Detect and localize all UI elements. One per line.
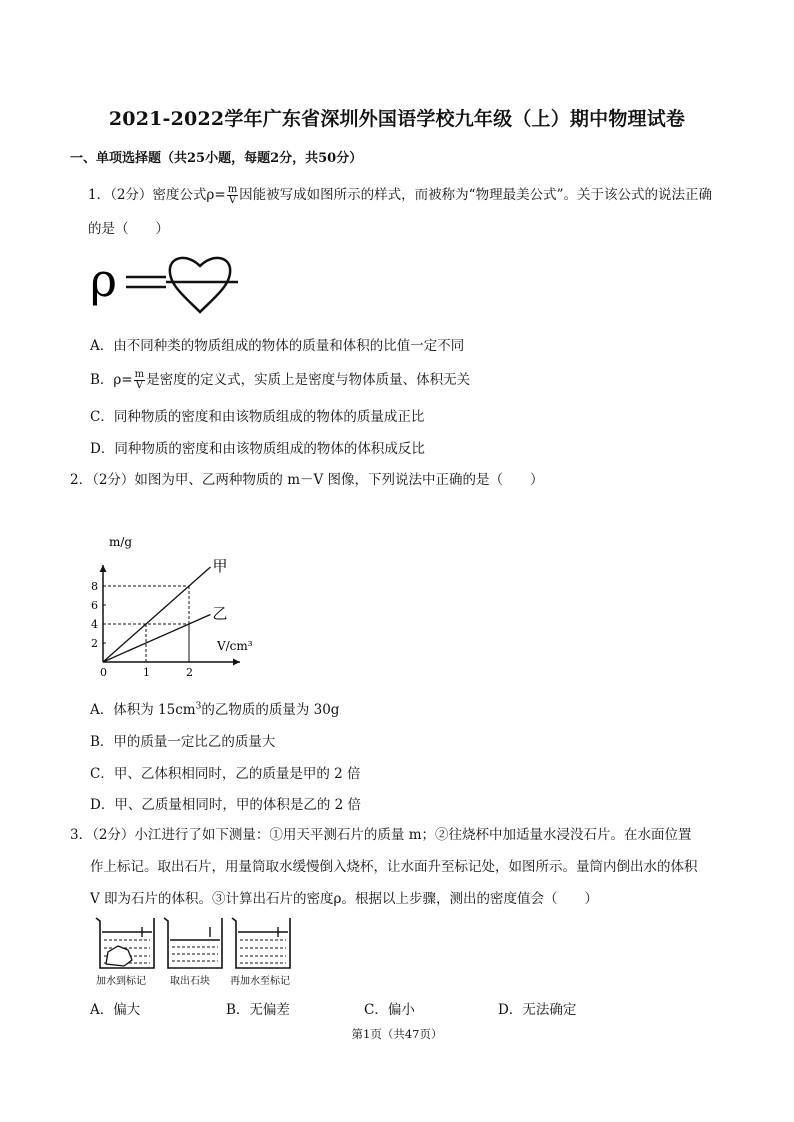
x-axis-label: V/cm³ bbox=[216, 639, 253, 653]
y-tick-label-2: 6 bbox=[91, 599, 98, 612]
density-fraction-b bbox=[134, 370, 145, 391]
q1-option-b-text: 是密度的定义式，实质上是密度与物体质量、体积无关 bbox=[146, 372, 471, 388]
q2-option-a[interactable] bbox=[90, 698, 339, 718]
q1-option-a[interactable]: A．由不同种类的物质组成的物体的质量和体积的比值一定不同 bbox=[90, 338, 465, 354]
beaker-caption-1: 加水到标记 bbox=[96, 976, 146, 987]
q1-stem-continued: 的是（ ） bbox=[88, 221, 169, 237]
page-title: 2021-2022学年广东省深圳外国语学校九年级（上）期中物理试卷 bbox=[108, 108, 686, 130]
x-tick-label-0: 0 bbox=[100, 666, 107, 679]
q1-stem bbox=[88, 183, 712, 206]
x-tick-label-2: 2 bbox=[186, 666, 193, 679]
beaker-3-water-dashes bbox=[240, 940, 286, 963]
figure-rho-symbol: ρ bbox=[90, 253, 118, 307]
beaker-1 bbox=[96, 918, 154, 968]
q3-line-2: 作上标记。取出石片，用量筒取水缓慢倒入烧杯，让水面升至标记处，如图所示。量筒内倒出水的体积 bbox=[90, 859, 698, 875]
heart-icon bbox=[170, 258, 230, 312]
y-tick-label-0: 2 bbox=[91, 637, 98, 650]
q3-option-b[interactable]: B．无偏差 bbox=[226, 1002, 290, 1018]
q3-line-3: V 即为石片的体积。③计算出石片的密度ρ。根据以上步骤，测出的密度值会（ ） bbox=[90, 891, 598, 907]
mv-chart bbox=[85, 530, 275, 680]
fraction-denominator-b: V bbox=[135, 380, 144, 391]
beaker-3-outline bbox=[232, 918, 290, 968]
beaker-3 bbox=[232, 918, 290, 968]
q1-option-d[interactable]: D．同种物质的密度和由该物质组成的物体的体积成反比 bbox=[90, 441, 425, 457]
q1-option-c[interactable]: C．同种物质的密度和由该物质组成的物体的质量成正比 bbox=[90, 409, 425, 425]
fraction-denominator: V bbox=[228, 195, 237, 206]
x-tick-label-1: 1 bbox=[143, 666, 150, 679]
density-fraction bbox=[227, 185, 238, 206]
q2-option-a-prefix: A．体积为 15cm bbox=[90, 702, 196, 718]
beakers-figure bbox=[92, 912, 302, 990]
y-axis-arrow bbox=[100, 565, 107, 572]
q2-stem: 2．（2分）如图为甲、乙两种物质的 m－V 图像，下列说法中正确的是（ ） bbox=[70, 472, 544, 488]
q1-stem-part-b: 因能被写成如图所示的样式，而被称为“物理最美公式”。关于该公式的说法正确 bbox=[239, 187, 712, 203]
q1-stem-part-a: 1．（2分）密度公式ρ= bbox=[88, 187, 226, 203]
y-axis-label: m/g bbox=[109, 535, 133, 549]
q3-option-c[interactable]: C．偏小 bbox=[364, 1002, 415, 1018]
q2-option-a-text: 的乙物质的质量为 30g bbox=[201, 702, 340, 718]
beaker-2-water-dashes bbox=[172, 947, 218, 961]
fraction-numerator-b: m bbox=[134, 369, 145, 380]
series-line-1 bbox=[103, 615, 211, 663]
q2-option-b[interactable]: B．甲的质量一定比乙的质量大 bbox=[90, 734, 276, 750]
q2-option-d[interactable]: D．甲、乙质量相同时，甲的体积是乙的 2 倍 bbox=[90, 797, 361, 813]
section-heading: 一、单项选择题（共25小题，每题2分，共50分） bbox=[70, 151, 363, 166]
q2-option-a-superscript: 3 bbox=[195, 701, 202, 712]
q3-option-a[interactable]: A．偏大 bbox=[90, 1002, 141, 1018]
q1-option-b[interactable] bbox=[90, 368, 470, 391]
beaker-caption-3: 再加水至标记 bbox=[230, 976, 290, 987]
stone-shape bbox=[106, 946, 132, 966]
q2-option-c[interactable]: C．甲、乙体积相同时，乙的质量是甲的 2 倍 bbox=[90, 766, 361, 782]
page-footer: 第1页（共47页） bbox=[351, 1027, 443, 1041]
y-tick-label-3: 8 bbox=[91, 580, 98, 593]
beaker-2 bbox=[164, 918, 222, 968]
x-axis-arrow bbox=[233, 659, 240, 666]
series-line-0 bbox=[103, 567, 211, 662]
y-tick-label-1: 4 bbox=[91, 618, 98, 631]
fraction-numerator: m bbox=[227, 184, 238, 195]
series-label-1: 乙 bbox=[212, 604, 228, 623]
q1-option-b-prefix: B．ρ= bbox=[90, 372, 133, 388]
heart-formula-figure bbox=[88, 252, 248, 314]
q3-line-1: 3．（2分）小江进行了如下测量：①用天平测石片的质量 m；②往烧杯中加适量水浸没石片。在水面位置 bbox=[70, 827, 692, 843]
series-label-0: 甲 bbox=[212, 557, 228, 575]
beaker-caption-2: 取出石块 bbox=[170, 976, 210, 987]
q3-option-d[interactable]: D．无法确定 bbox=[498, 1002, 577, 1018]
